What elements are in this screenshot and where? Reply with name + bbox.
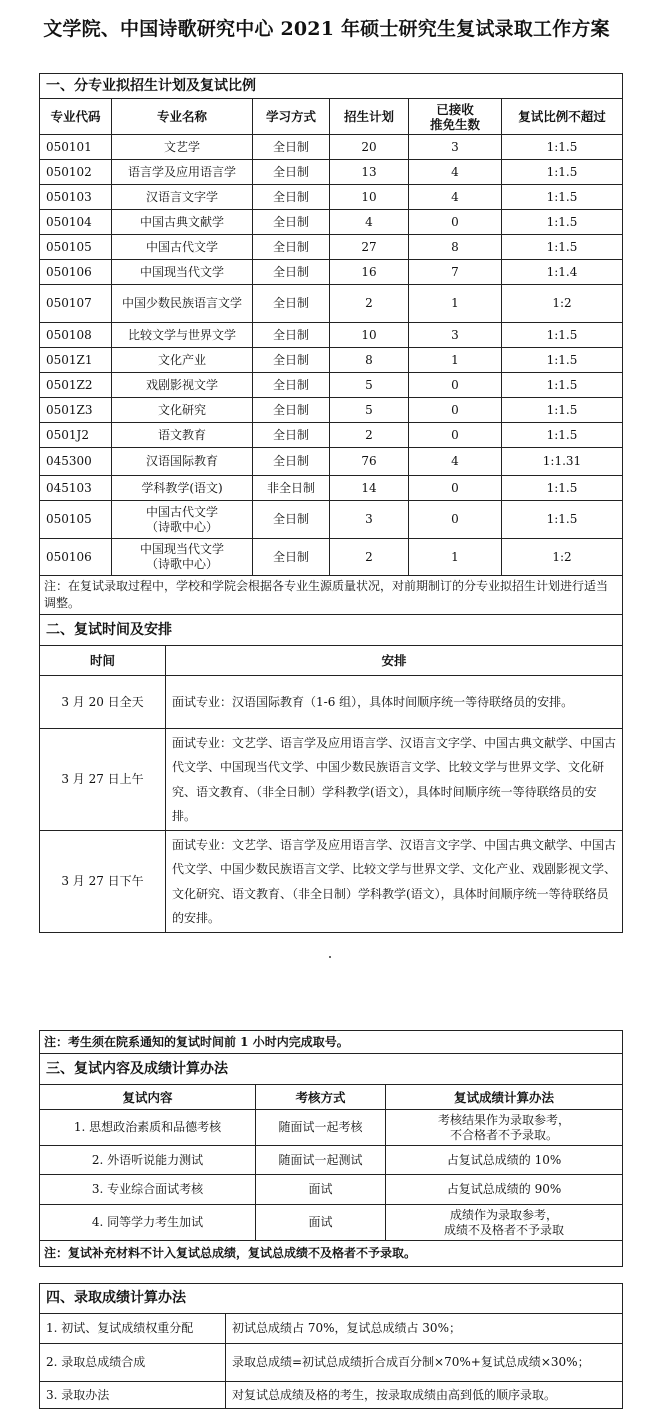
table-cell: 0 (409, 476, 502, 501)
table-cell: 2 (330, 539, 409, 576)
table-cell: 0 (409, 398, 502, 423)
interview-note: 注：考生须在院系通知的复试时间前 1 小时内完成取号。 (40, 1031, 623, 1054)
table-cell: 1:1.5 (502, 373, 623, 398)
table-cell: 27 (330, 235, 409, 260)
table-cell: 1:1.5 (502, 398, 623, 423)
table-cell: 4. 同等学力考生加试 (40, 1205, 256, 1241)
table-cell: 3 (409, 135, 502, 160)
table-cell: 全日制 (253, 423, 330, 448)
page-title: 文学院、中国诗歌研究中心 2021 年硕士研究生复试录取工作方案 (43, 18, 610, 40)
table-row (40, 160, 623, 185)
table-cell: 4 (409, 448, 502, 476)
table-cell: 1:1.5 (502, 348, 623, 373)
table-cell: 1:1.5 (502, 185, 623, 210)
table-cell: 全日制 (253, 260, 330, 285)
table-cell: 汉语言文字学 (112, 185, 253, 210)
table-cell: 20 (330, 135, 409, 160)
table-row (40, 323, 623, 348)
column-header: 专业名称 (112, 99, 253, 135)
table-row (40, 1175, 623, 1205)
table-cell: 全日制 (253, 539, 330, 576)
rule-item: 1. 初试、复试成绩权重分配 (40, 1314, 226, 1344)
table-cell: 4 (330, 210, 409, 235)
table-row (40, 398, 623, 423)
table-cell: 050105 (40, 235, 112, 260)
table-cell: 5 (330, 373, 409, 398)
table-cell: 10 (330, 323, 409, 348)
column-header: 时间 (40, 646, 166, 676)
table-cell: 0 (409, 423, 502, 448)
table-cell: 2 (330, 423, 409, 448)
table-cell: 5 (330, 398, 409, 423)
section-heading-row (40, 1054, 623, 1085)
table-cell: 4 (409, 185, 502, 210)
table-cell: 1:2 (502, 539, 623, 576)
table-cell: 050105 (40, 501, 112, 539)
table-row (40, 729, 623, 831)
table-cell: 3 (409, 323, 502, 348)
schedule-table (39, 614, 623, 933)
table-cell: 面试 (256, 1205, 386, 1241)
table-cell: 戏剧影视文学 (112, 373, 253, 398)
table-cell: 0501Z3 (40, 398, 112, 423)
table-header-row (40, 1085, 623, 1110)
schedule-detail: 面试专业：汉语国际教育（1-6 组），具体时间顺序统一等待联络员的安排。 (166, 676, 623, 729)
section3-heading: 三、复试内容及成绩计算办法 (40, 1054, 623, 1085)
table-row (40, 676, 623, 729)
table-row (40, 1382, 623, 1409)
table-cell: 全日制 (253, 323, 330, 348)
table-cell: 随面试一起考核 (256, 1110, 386, 1146)
column-header: 招生计划 (330, 99, 409, 135)
table-cell: 2 (330, 285, 409, 323)
table-cell: 全日制 (253, 373, 330, 398)
table-cell: 语文教育 (112, 423, 253, 448)
table-cell: 1:1.4 (502, 260, 623, 285)
rule-detail: 初试总成绩占 70%，复试总成绩占 30%； (226, 1314, 623, 1344)
table-cell: 1:1.5 (502, 423, 623, 448)
table-cell: 050106 (40, 539, 112, 576)
table-row (40, 1344, 623, 1382)
table-cell: 面试 (256, 1175, 386, 1205)
table-cell: 随面试一起测试 (256, 1146, 386, 1175)
table-row (40, 1146, 623, 1175)
table-row (40, 373, 623, 398)
table-cell: 学科教学(语文) (112, 476, 253, 501)
table-cell: 汉语国际教育 (112, 448, 253, 476)
table-row (40, 423, 623, 448)
table-row (40, 476, 623, 501)
table-cell: 文艺学 (112, 135, 253, 160)
table-cell: 全日制 (253, 185, 330, 210)
table-cell: 8 (330, 348, 409, 373)
table-cell: 4 (409, 160, 502, 185)
note-row (40, 1241, 623, 1267)
table-row (40, 185, 623, 210)
table-cell: 76 (330, 448, 409, 476)
table-cell: 3 (330, 501, 409, 539)
table-cell: 7 (409, 260, 502, 285)
table-cell: 050108 (40, 323, 112, 348)
table-cell: 0 (409, 501, 502, 539)
table-cell: 0 (409, 373, 502, 398)
table-cell: 1:1.5 (502, 476, 623, 501)
table-row (40, 210, 623, 235)
table-row (40, 135, 623, 160)
schedule-detail: 面试专业：文艺学、语言学及应用语言学、汉语言文字学、中国古典文献学、中国古代文学、中国少数民族语言文学、比较文学与世界文学、文化产业、戏剧影视文学、文化研究、语文教育、（非全日制）学科教学(语文），具体时间顺序统一等待联络员的安排。 (166, 831, 623, 933)
content-table (39, 1030, 623, 1267)
table-cell: 中国少数民族语言文学 (112, 285, 253, 323)
schedule-detail: 面试专业：文艺学、语言学及应用语言学、汉语言文字学、中国古典文献学、中国古代文学、中国现当代文学、中国少数民族语言文学、比较文学与世界文学、文化研究、语文教育、（非全日制）学科教学(语文），具体时间顺序统一等待联络员的安排。 (166, 729, 623, 831)
section-heading-row (40, 74, 623, 99)
table-cell: 中国现当代文学 (112, 260, 253, 285)
table-cell: 050107 (40, 285, 112, 323)
table-cell: 1:2 (502, 285, 623, 323)
section4-heading: 四、录取成绩计算办法 (40, 1284, 623, 1314)
table-cell: 10 (330, 185, 409, 210)
table-cell: 0501Z1 (40, 348, 112, 373)
column-header: 复试成绩计算办法 (386, 1085, 623, 1110)
table-cell: 14 (330, 476, 409, 501)
table-header-row (40, 99, 623, 135)
note-row (40, 576, 623, 615)
table-cell: 中国现当代文学 （诗歌中心） (112, 539, 253, 576)
table-row (40, 348, 623, 373)
rule-detail: 对复试总成绩及格的考生，按录取成绩由高到低的顺序录取。 (226, 1382, 623, 1409)
column-header: 考核方式 (256, 1085, 386, 1110)
table-cell: 考核结果作为录取参考， 不合格者不予录取。 (386, 1110, 623, 1146)
table-cell: 全日制 (253, 285, 330, 323)
table-cell: 全日制 (253, 501, 330, 539)
table-cell: 文化产业 (112, 348, 253, 373)
table-cell: 1:1.31 (502, 448, 623, 476)
table-row (40, 235, 623, 260)
table-cell: 8 (409, 235, 502, 260)
schedule-time: 3 月 27 日下午 (40, 831, 166, 933)
table-cell: 全日制 (253, 348, 330, 373)
table-cell: 全日制 (253, 448, 330, 476)
schedule-time: 3 月 27 日上午 (40, 729, 166, 831)
column-header: 安排 (166, 646, 623, 676)
section1-note: 注：在复试录取过程中，学校和学院会根据各专业生源质量状况，对前期制订的分专业拟招生计划进行适当调整。 (40, 576, 623, 615)
column-header: 复试比例不超过 (502, 99, 623, 135)
table-cell: 045300 (40, 448, 112, 476)
table-row (40, 285, 623, 323)
table-cell: 0501J2 (40, 423, 112, 448)
table-cell: 占复试总成绩的 90% (386, 1175, 623, 1205)
table-cell: 050104 (40, 210, 112, 235)
table-cell: 0 (409, 210, 502, 235)
table-cell: 2. 外语听说能力测试 (40, 1146, 256, 1175)
table-cell: 050106 (40, 260, 112, 285)
column-header: 已接收 推免生数 (409, 99, 502, 135)
table-row (40, 539, 623, 576)
table-row (40, 831, 623, 933)
table-row (40, 448, 623, 476)
schedule-time: 3 月 20 日全天 (40, 676, 166, 729)
table-cell: 全日制 (253, 135, 330, 160)
table-cell: 050103 (40, 185, 112, 210)
table-cell: 050102 (40, 160, 112, 185)
table-cell: 中国古典文献学 (112, 210, 253, 235)
table-row (40, 260, 623, 285)
rule-detail: 录取总成绩=初试总成绩折合成百分制×70%+复试总成绩×30%； (226, 1344, 623, 1382)
table-cell: 非全日制 (253, 476, 330, 501)
table-cell: 1:1.5 (502, 501, 623, 539)
table-cell: 0501Z2 (40, 373, 112, 398)
table-cell: 全日制 (253, 210, 330, 235)
plan-table (39, 73, 623, 615)
section2-heading: 二、复试时间及安排 (40, 615, 623, 646)
section3-note: 注：复试补充材料不计入复试总成绩，复试总成绩不及格者不予录取。 (40, 1241, 623, 1267)
table-row (40, 1314, 623, 1344)
table-cell: 中国古代文学 (112, 235, 253, 260)
table-cell: 1 (409, 285, 502, 323)
table-cell: 1. 思想政治素质和品德考核 (40, 1110, 256, 1146)
table-cell: 中国古代文学 （诗歌中心） (112, 501, 253, 539)
table-cell: 全日制 (253, 160, 330, 185)
table-row (40, 1205, 623, 1241)
rule-item: 2. 录取总成绩合成 (40, 1344, 226, 1382)
note-row (40, 1031, 623, 1054)
table-cell: 1:1.5 (502, 235, 623, 260)
admission-table (39, 1283, 623, 1409)
table-cell: 3. 专业综合面试考核 (40, 1175, 256, 1205)
rule-item: 3. 录取办法 (40, 1382, 226, 1409)
table-cell: 1 (409, 539, 502, 576)
table-cell: 全日制 (253, 235, 330, 260)
section1-heading: 一、分专业拟招生计划及复试比例 (40, 74, 623, 99)
table-cell: 045103 (40, 476, 112, 501)
section-heading-row (40, 615, 623, 646)
table-cell: 语言学及应用语言学 (112, 160, 253, 185)
table-cell: 比较文学与世界文学 (112, 323, 253, 348)
column-header: 学习方式 (253, 99, 330, 135)
table-row (40, 501, 623, 539)
column-header: 复试内容 (40, 1085, 256, 1110)
table-cell: 1:1.5 (502, 210, 623, 235)
table-cell: 全日制 (253, 398, 330, 423)
stray-dot (329, 956, 331, 958)
table-cell: 1 (409, 348, 502, 373)
table-cell: 050101 (40, 135, 112, 160)
table-cell: 13 (330, 160, 409, 185)
table-cell: 占复试总成绩的 10% (386, 1146, 623, 1175)
table-cell: 成绩作为录取参考， 成绩不及格者不予录取 (386, 1205, 623, 1241)
table-cell: 1:1.5 (502, 135, 623, 160)
table-cell: 1:1.5 (502, 160, 623, 185)
table-cell: 文化研究 (112, 398, 253, 423)
table-cell: 1:1.5 (502, 323, 623, 348)
table-row (40, 1110, 623, 1146)
table-cell: 16 (330, 260, 409, 285)
column-header: 专业代码 (40, 99, 112, 135)
section-heading-row (40, 1284, 623, 1314)
table-header-row (40, 646, 623, 676)
